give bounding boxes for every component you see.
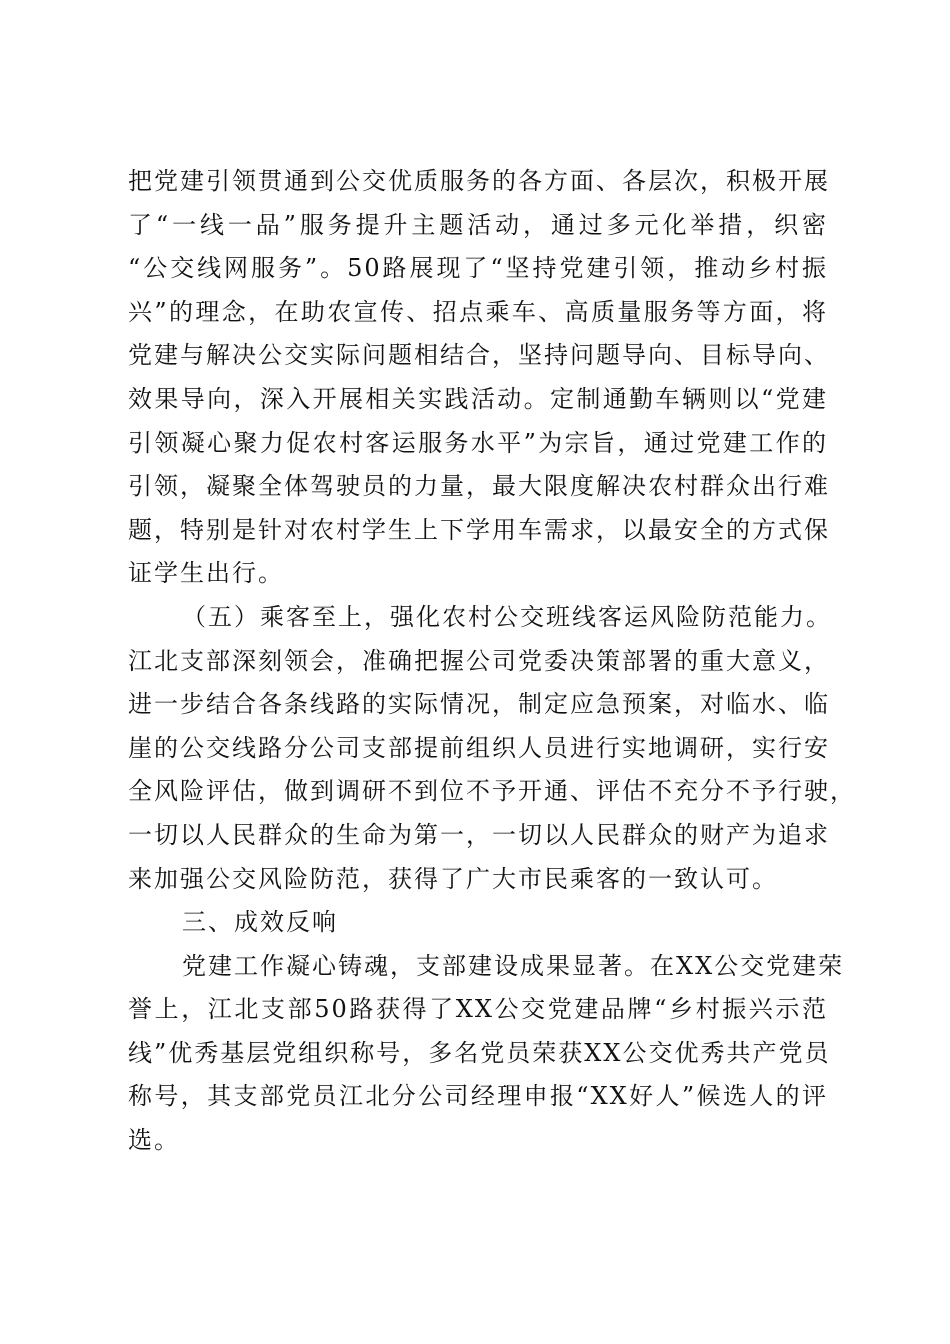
text-line: 一切以人民群众的生命为第一，一切以人民群众的财产为追求 (128, 820, 830, 849)
text-line: 全风险评估，做到调研不到位不予开通、评估不充分不予行驶， (128, 777, 856, 806)
text-line: 江北支部深刻领会，准确把握公司党委决策部署的重大意义， (128, 646, 830, 675)
text-line: 引领凝心聚力促农村客运服务水平”为宗旨，通过党建工作的 (128, 428, 828, 457)
text-line: 兴”的理念，在助农宣传、招点乘车、高质量服务等方面，将 (128, 297, 828, 326)
text-line: 来加强公交风险防范，获得了广大市民乘客的一致认可。 (128, 864, 778, 893)
text-line: 党建与解决公交实际问题相结合，坚持问题导向、目标导向、 (128, 341, 830, 370)
text-line: 称号，其支部党员江北分公司经理申报“XX好人”候选人的评 (128, 1082, 828, 1111)
text-line: “公交线网服务”。50路展现了“坚持党建引领，推动乡村振 (128, 254, 828, 283)
text-line: 效果导向，深入开展相关实践活动。定制通勤车辆则以“党建 (128, 384, 828, 413)
text-line: 线”优秀基层党组织称号，多名党员荣获XX公交优秀共产党员 (128, 1038, 831, 1067)
text-line: 进一步结合各条线路的实际情况，制定应急预案，对临水、临 (128, 690, 830, 719)
text-line: 了“一线一品”服务提升主题活动，通过多元化举措，织密 (128, 210, 828, 239)
text-line: 题，特别是针对农村学生上下学用车需求，以最安全的方式保 (128, 515, 830, 544)
text-line: 崖的公交线路分公司支部提前组织人员进行实地调研，实行安 (128, 733, 830, 762)
text-line: 把党建引领贯通到公交优质服务的各方面、各层次，积极开展 (128, 167, 830, 195)
section-heading-5: （五）乘客至上，强化农村公交班线客运风险防范能力。 (182, 602, 832, 631)
text-line: 选。 (128, 1126, 180, 1155)
text-line: 证学生出行。 (128, 559, 284, 588)
text-line: 引领，凝聚全体驾驶员的力量，最大限度解决农村群众出行难 (128, 472, 830, 501)
document-body (128, 160, 856, 1163)
text-line: 誉上，江北支部50路获得了XX公交党建品牌“乡村振兴示范 (128, 995, 828, 1024)
text-line: 党建工作凝心铸魂，支部建设成果显著。在XX公交党建荣 (182, 951, 845, 980)
section-heading-3: 三、成效反响 (182, 908, 338, 937)
